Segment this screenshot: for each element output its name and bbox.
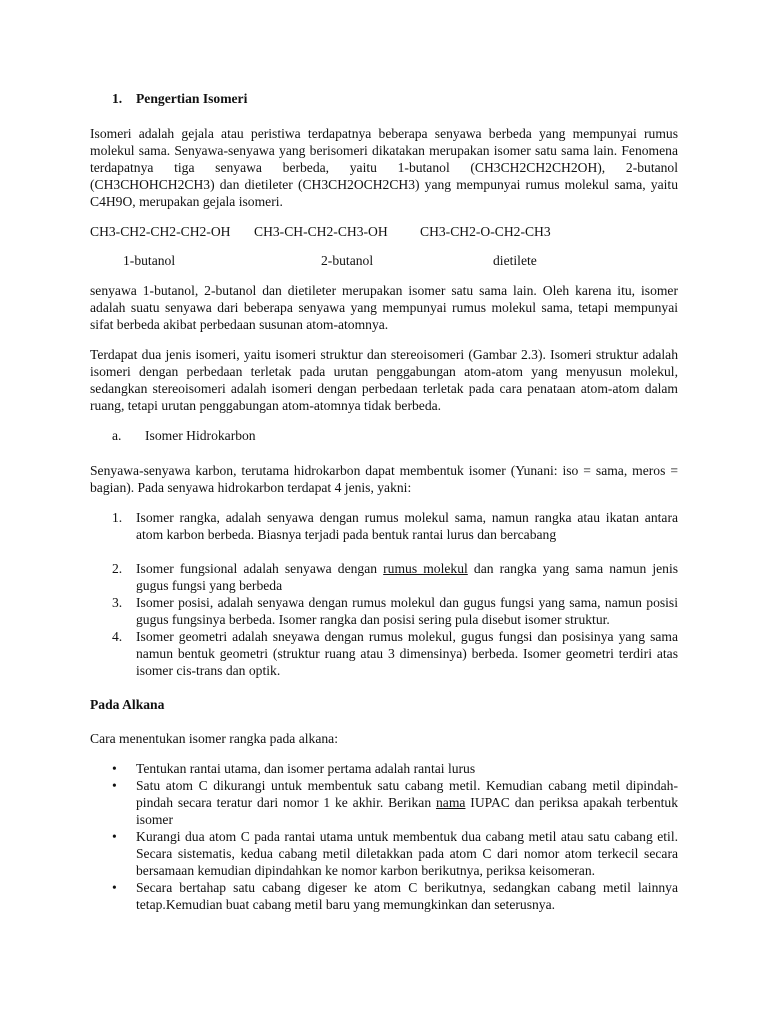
list-item [90,777,678,828]
subsection-title: Isomer Hidrokarbon [145,428,256,443]
list-item-number: 3. [112,595,123,610]
alkane-intro-paragraph: Cara menentukan isomer rangka pada alkana: [90,731,338,746]
isomer-type-list [90,509,678,679]
document-page [90,90,678,913]
section-number: 1. [112,91,123,106]
bullet-icon: • [112,829,117,844]
text-fragment: IUPAC dan periksa apakah terbentuk isomer [136,795,678,827]
rumus-molekul-link[interactable]: rumus molekul [383,561,468,576]
bullet-icon: • [112,778,117,793]
nama-link[interactable]: nama [436,795,466,810]
list-item-text: Isomer posisi, adalah senyawa dengan rumus molekul dan gugus fungsi yang sama, namun posisi gugus fungsinya berbeda. Isomer rangka dan posisi sering pula disebut isomer struktur. [136,595,678,627]
formula-2-butanol: CH3-CH-CH2-CH3-OH [254,224,388,239]
name-2-butanol: 2-butanol [321,253,374,268]
list-item-text: Isomer geometri adalah sneyawa dengan rumus molekul, gugus fungsi dan posisinya yang sama namun bentuk geometri (struktur ruang atau 3 dimensinya) berbeda. Isomer geometri terdiri atas isomer cis-trans dan optik. [136,629,678,678]
list-item [90,879,678,913]
text-fragment: Satu atom C dikurangi untuk membentuk satu cabang metil. Kemudian cabang metil dipindah-pindah secara teratur dari nomor 1 ke akhir. Berikan [136,778,678,810]
list-item-text: Isomer rangka, adalah senyawa dengan rumus molekul sama, namun rangka atau ikatan antara atom karbon berbeda. Biasnya terjadi pada bentuk rantai lurus dan bercabang [136,510,678,542]
list-item-number: 2. [112,561,123,576]
formula-row [90,223,678,240]
list-item-text: Kurangi dua atom C pada rantai utama untuk membentuk dua cabang metil atau satu cabang etil. Secara sistematis, kedua cabang metil diletakkan pada atom C dari nomor atom terkecil secara bersamaan kemudian dipindahkan ke nomor karbon berikutnya, periksa keisomeran. [136,829,678,878]
list-item-text [136,777,678,828]
list-item [90,628,678,679]
alkane-steps-list [90,760,678,913]
section-title: Pengertian Isomeri [136,91,248,106]
bullet-icon: • [112,880,117,895]
list-item-text: Tentukan rantai utama, dan isomer pertama adalah rantai lurus [136,761,476,776]
intro-paragraph: Isomeri adalah gejala atau peristiwa terdapatnya beberapa senyawa berbeda yang mempunyai rumus molekul sama. Senyawa-senyawa yang berisomeri dikatakan merupakan isomer satu sama lain. Fenomena terdapatnya tiga senyawa berbeda, yaitu 1-butanol (CH3CH2CH2CH2OH), 2-butanol (CH3CHOHCH2CH3) dan dietileter (CH3CH2OCH2CH3) yang mempunyai rumus molekul sama, yaitu C4H9O, merupakan gejala isomeri. [90,126,678,209]
list-item [90,509,678,543]
isomer-definition-paragraph: senyawa 1-butanol, 2-butanol dan dietileter merupakan isomer satu sama lain. Oleh karena itu, isomer adalah suatu senyawa dari beberapa senyawa yang mempunyai rumus molekul sama, tetapi mempunyai sifat berbeda akibat perbedaan susunan atom-atomnya. [90,283,678,332]
bullet-icon: • [112,761,117,776]
formula-1-butanol: CH3-CH2-CH2-CH2-OH [90,224,231,239]
formula-dietileter: CH3-CH2-O-CH2-CH3 [420,224,551,239]
compound-name-row [90,252,678,269]
list-item [90,828,678,879]
section-heading [90,90,678,107]
list-item-text: Secara bertahap satu cabang digeser ke atom C berikutnya, sedangkan cabang metil lainnya tetap.Kemudian buat cabang metil baru yang memungkinkan dan seterusnya. [136,880,678,912]
name-1-butanol: 1-butanol [123,253,176,268]
text-fragment: Isomer fungsional adalah senyawa dengan [136,561,384,576]
list-item-text [136,560,678,594]
list-item [90,560,678,594]
name-dietileter: dietilete [493,253,537,268]
isomer-types-paragraph: Terdapat dua jenis isomeri, yaitu isomeri struktur dan stereoisomeri (Gambar 2.3). Isomeri struktur adalah isomeri dengan perbedaan terletak pada urutan penggabungan atom-atom yang menyusun molekul, sedangkan stereoisomeri adalah isomeri dengan perbedaan terletak pada cara penataan atom-atom dalam ruang, tetapi urutan penggabungan atom-atomnya tidak berbeda. [90,347,678,413]
hydrocarbon-paragraph: Senyawa-senyawa karbon, terutama hidrokarbon dapat membentuk isomer (Yunani: iso = sama, meros = bagian). Pada senyawa hidrokarbon terdapat 4 jenis, yakni: [90,463,678,495]
subsection-letter: a. [112,428,122,443]
subsection-heading [90,427,678,444]
list-item-number: 4. [112,629,123,644]
text-fragment: dan rangka yang sama namun jenis gugus fungsi yang berbeda [136,561,679,593]
list-item [90,594,678,628]
list-item-number: 1. [112,510,123,525]
alkane-heading: Pada Alkana [90,697,165,712]
list-item [90,760,678,777]
